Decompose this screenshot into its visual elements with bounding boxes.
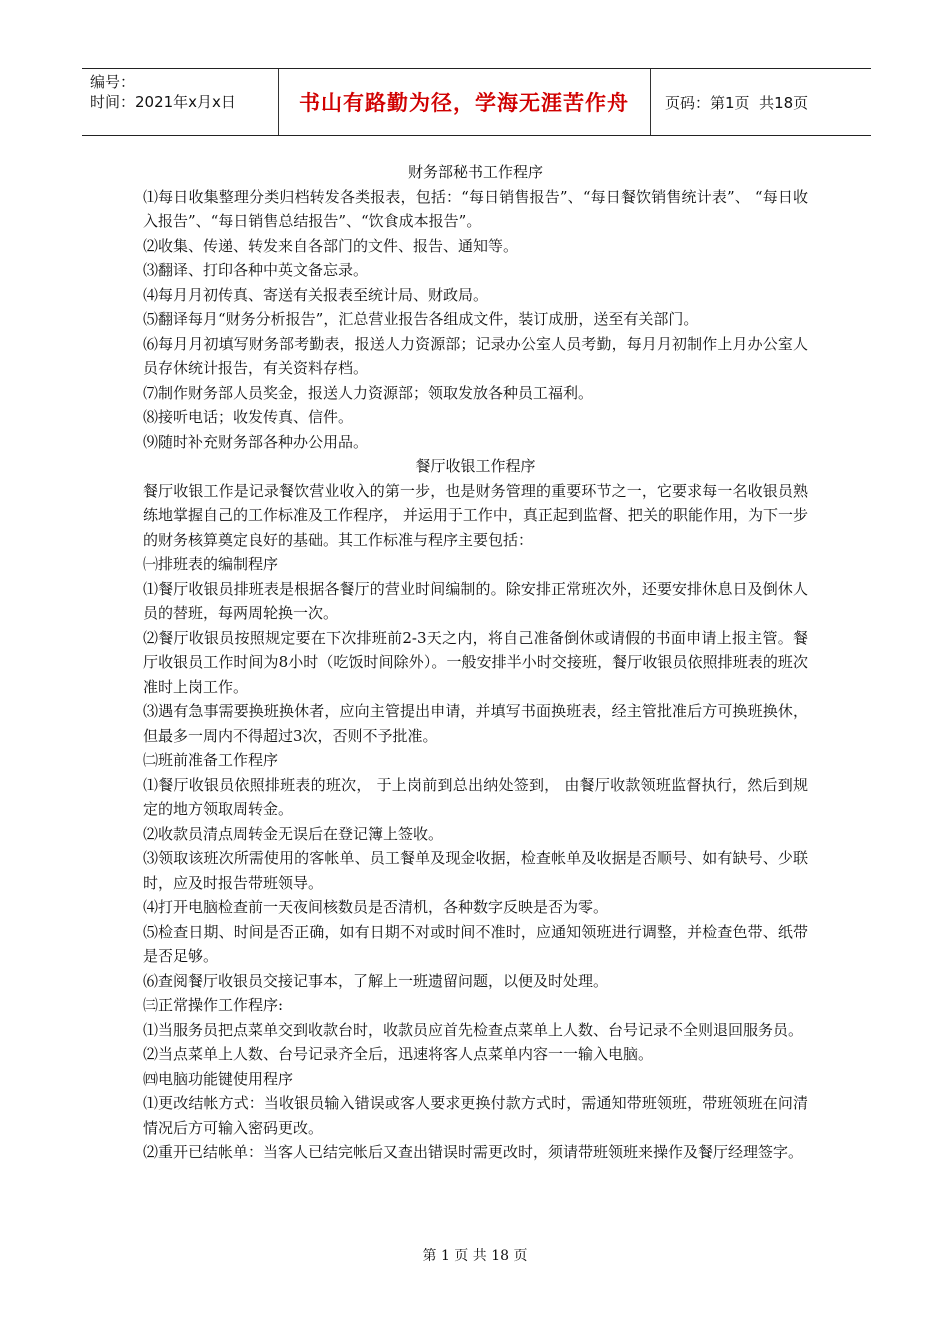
paragraph: ⑼随时补充财务部各种办公用品。 [143,432,369,451]
paragraph: ⑷打开电脑检查前一天夜间核数员是否清机，各种数字反映是否为零。 [143,898,609,916]
paragraph: ⑴餐厅收银员排班表是根据各餐厅的营业时间编制的。除安排正常班次外，还要安排休息日及倒休人员的替班，每两周轮换一次。 [143,579,808,622]
paragraph: ⑷每月月初传真、寄送有关报表至统计局、财政局。 [143,285,489,304]
paragraph: ⑹查阅餐厅收银员交接记事本，了解上一班遗留问题，以便及时处理。 [143,971,609,990]
paragraph: ⑻接听电话；收发传真、信件。 [143,408,354,426]
subsection-heading: ㈠排班表的编制程序 [143,555,279,573]
header-page-info: 页码：第1页 共18页 [665,93,809,112]
document-body [143,160,808,1165]
document-number-label: 编号： [90,73,136,91]
paragraph: ⑶遇有急事需要换班换休者，应向主管提出申请，并填写书面换班表，经主管批准后方可换班换休，但最多一周内不得超过3次，否则不予批准。 [143,702,808,745]
subsection-heading: ㈡班前准备工作程序 [143,751,279,769]
paragraph: ⑸翻译每月“财务分析报告”，汇总营业报告各组成文件，装订成册，送至有关部门。 [143,310,699,328]
paragraph: ⑵餐厅收银员按照规定要在下次排班前2-3天之内，将自己准备倒休或请假的书面申请上报主管。餐厅收银员工作时间为8小时（吃饭时间除外）。一般安排半小时交接班，餐厅收银员依照排班表的班次准时上岗工作。 [143,628,808,696]
paragraph: ⑺制作财务部人员奖金，报送人力资源部；领取发放各种员工福利。 [143,383,594,402]
subsection-heading: ㈢正常操作工作程序: [143,996,284,1014]
subsection-heading: ㈣电脑功能键使用程序 [143,1069,294,1088]
paragraph: ⑹每月月初填写财务部考勤表，报送人力资源部；记录办公室人员考勤，每月月初制作上月办公室人员存休统计报告，有关资料存档。 [143,334,808,377]
paragraph: ⑶领取该班次所需使用的客帐单、员工餐单及现金收据，检查帐单及收据是否顺号、如有缺号、少联时，应及时报告带班领导。 [143,849,808,892]
paragraph: 餐厅收银工作是记录餐饮营业收入的第一步，也是财务管理的重要环节之一，它要求每一名收银员熟练地掌握自己的工作标准及工作程序， 并运用于工作中，真正起到监督、把关的职能作用，为下一步的财务核算奠定良好的基础。其工作标准与程序主要包括： [143,481,808,549]
paragraph: ⑴当服务员把点菜单交到收款台时，收款员应首先检查点菜单上人数、台号记录不全则退回服务员。 [143,1020,804,1039]
paragraph: ⑴每日收集整理分类归档转发各类报表，包括：“每日销售报告”、“每日餐饮销售统计表”、 “每日收入报告”、“每日销售总结报告”、“饮食成本报告”。 [143,187,808,230]
paragraph: ⑵收集、传递、转发来自各部门的文件、报告、通知等。 [143,236,519,255]
page-header [82,68,871,136]
document-date-label: 时间：2021年x月x日 [90,93,236,111]
paragraph: ⑵重开已结帐单：当客人已结完帐后又查出错误时需更改时，须请带班领班来操作及餐厅经理签字。 [143,1143,804,1161]
paragraph: ⑶翻译、打印各种中英文备忘录。 [143,261,369,279]
paragraph: ⑵当点菜单上人数、台号记录齐全后，迅速将客人点菜单内容一一输入电脑。 [143,1045,654,1063]
header-divider [650,69,651,135]
paragraph: ⑸检查日期、时间是否正确，如有日期不对或时间不准时，应通知领班进行调整，并检查色带、纸带是否足够。 [143,922,808,965]
page-footer: 第 1 页 共 18 页 [422,1248,528,1264]
paragraph: ⑵收款员清点周转金无误后在登记簿上签收。 [143,824,444,843]
header-motto: 书山有路勤为径，学海无涯苦作舟 [299,91,629,115]
header-meta [90,72,236,112]
section-title-restaurant-cashier: 餐厅收银工作程序 [415,457,536,475]
paragraph: ⑴更改结帐方式：当收银员输入错误或客人要求更换付款方式时，需通知带班领班，带班领班在问清情况后方可输入密码更改。 [143,1094,808,1137]
paragraph: ⑴餐厅收银员依照排班表的班次， 于上岗前到总出纳处签到， 由餐厅收款领班监督执行，然后到规定的地方领取周转金。 [143,775,808,818]
section-title-finance-secretary: 财务部秘书工作程序 [407,163,543,181]
